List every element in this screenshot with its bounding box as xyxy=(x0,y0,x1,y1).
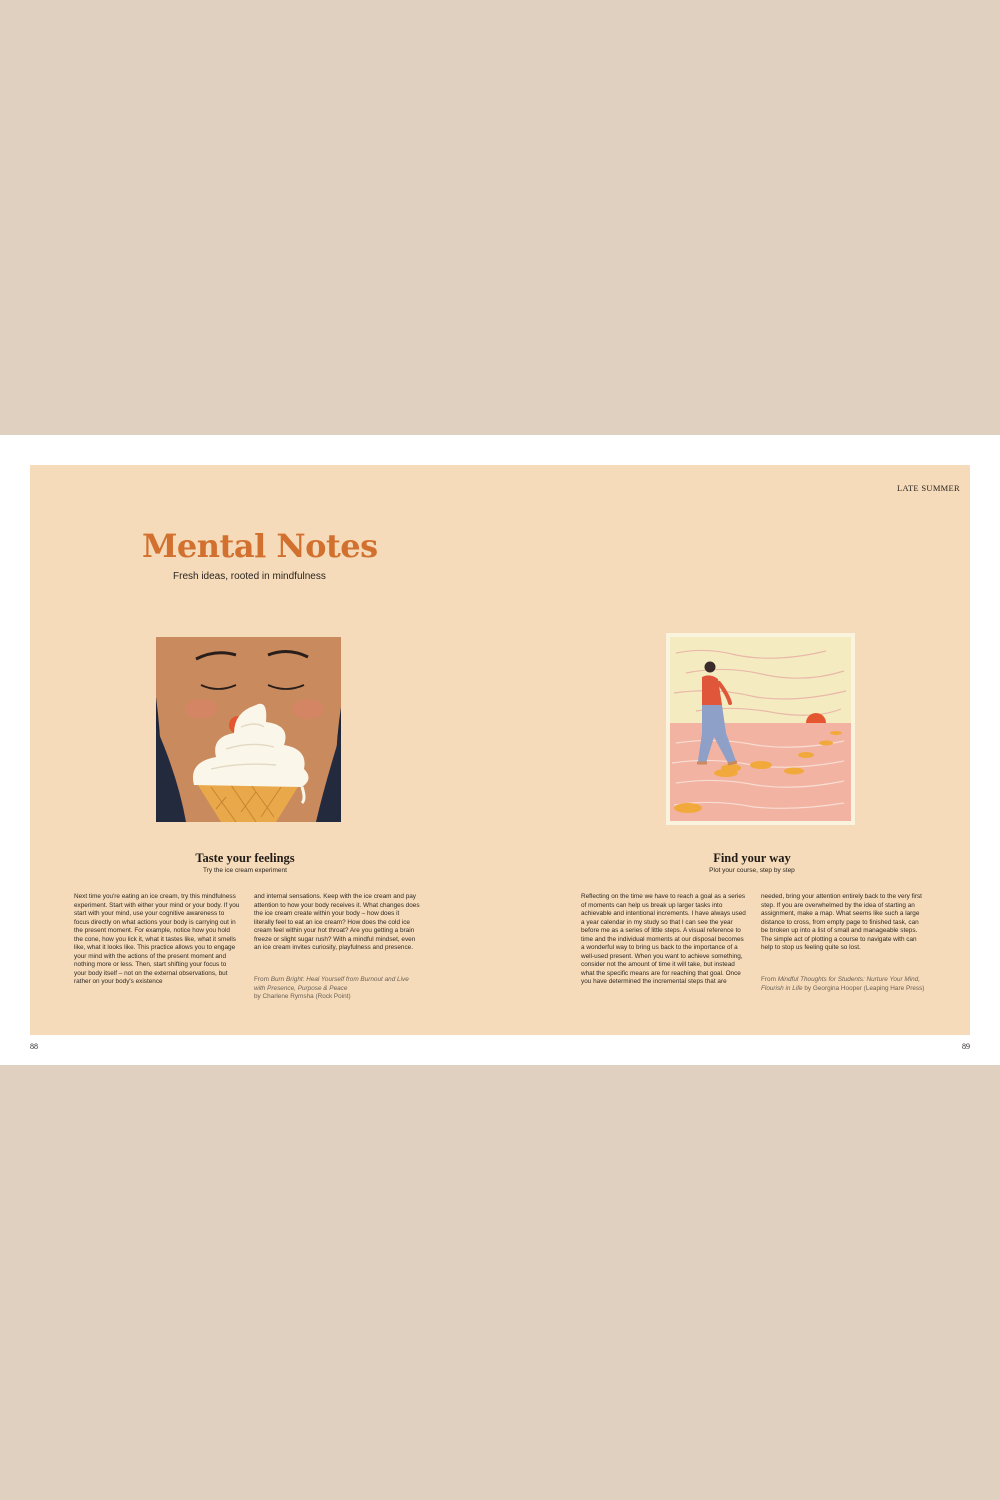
page-subtitle: Fresh ideas, rooted in mindfulness xyxy=(173,571,326,582)
credit-author: by Charlene Rymsha (Rock Point) xyxy=(254,993,351,1000)
credit-book-title: Mindful Thoughts for Students: Nurture Your Mind, Flourish in Life xyxy=(761,976,921,992)
credit-book-title: Burn Bright: Heal Yourself from Burnout and Live with Presence, Purpose & Peace xyxy=(254,976,409,992)
right-article-credit xyxy=(761,976,927,993)
credit-author: by Georgina Hooper (Leaping Hare Press) xyxy=(802,984,925,992)
right-article-subheading: Plot your course, step by step xyxy=(709,867,795,874)
left-article-heading: Taste your feelings xyxy=(195,851,295,865)
right-article-column-1: Reflecting on the time we have to reach a goal as a series of moments can help us break up larger tasks into achievable and intentional increments. I have always used a year calendar in my study so that I can see the year before me as a series of little steps. A visual reference to time and the individual moments at our disposal becomes a wonderful way to bring us back to the importance of a well-used present. When you want to achieve something, consider not the amount of time it will take, but instead what the specific means are for reaching that goal. Once you have determined the incremental steps that are xyxy=(581,893,746,985)
page-number-right: 89 xyxy=(962,1042,970,1051)
credit-prefix: From xyxy=(254,976,271,983)
ice-cream-illustration xyxy=(156,637,341,822)
page-title: Mental Notes xyxy=(142,527,378,565)
page-number-left: 88 xyxy=(30,1042,38,1051)
section-label: LATE SUMMER xyxy=(896,483,960,493)
credit-prefix: From xyxy=(761,976,778,983)
left-article-column-2: and internal sensations. Keep with the ice cream and pay attention to how your body receives it. What changes does the ice cream create within your body – how does it literally feel to eat an ice cream? How does the cold ice cream feel within your hot throat? Are you getting a brain freeze or slight sugar rush? With a mindful mindset, even an ice cream invites curiosity, playfulness and presence. xyxy=(254,893,420,951)
left-article-subheading: Try the ice cream experiment xyxy=(203,867,287,874)
stepping-stones-illustration xyxy=(666,633,855,825)
left-article-credit xyxy=(254,976,420,1002)
right-article-column-2: needed, bring your attention entirely back to the very first step. If you are overwhelmed by the idea of starting an assignment, make a map. What seems like such a large distance to cross, from empty page to finished task, can be broken up into a list of small and manageable steps. The simple act of plotting a course to navigate with can help to stop us feeling quite so lost. xyxy=(761,893,922,951)
right-article-heading: Find your way xyxy=(713,851,791,865)
left-article-column-1: Next time you're eating an ice cream, try this mindfulness experiment. Start with either your mind or your body. If you start with your mind, use your cognitive awareness to focus directly on what actions your body is carrying out in the present moment. For example, notice how you hold the cone, how you lick it, what it tastes like, what it smells like, what it looks like. This practice allows you to engage your mind with the actions of the present moment and nothing more or less. Then, start shifting your focus to your body itself – not on the external observations, but rather on your body's existence xyxy=(74,893,240,985)
